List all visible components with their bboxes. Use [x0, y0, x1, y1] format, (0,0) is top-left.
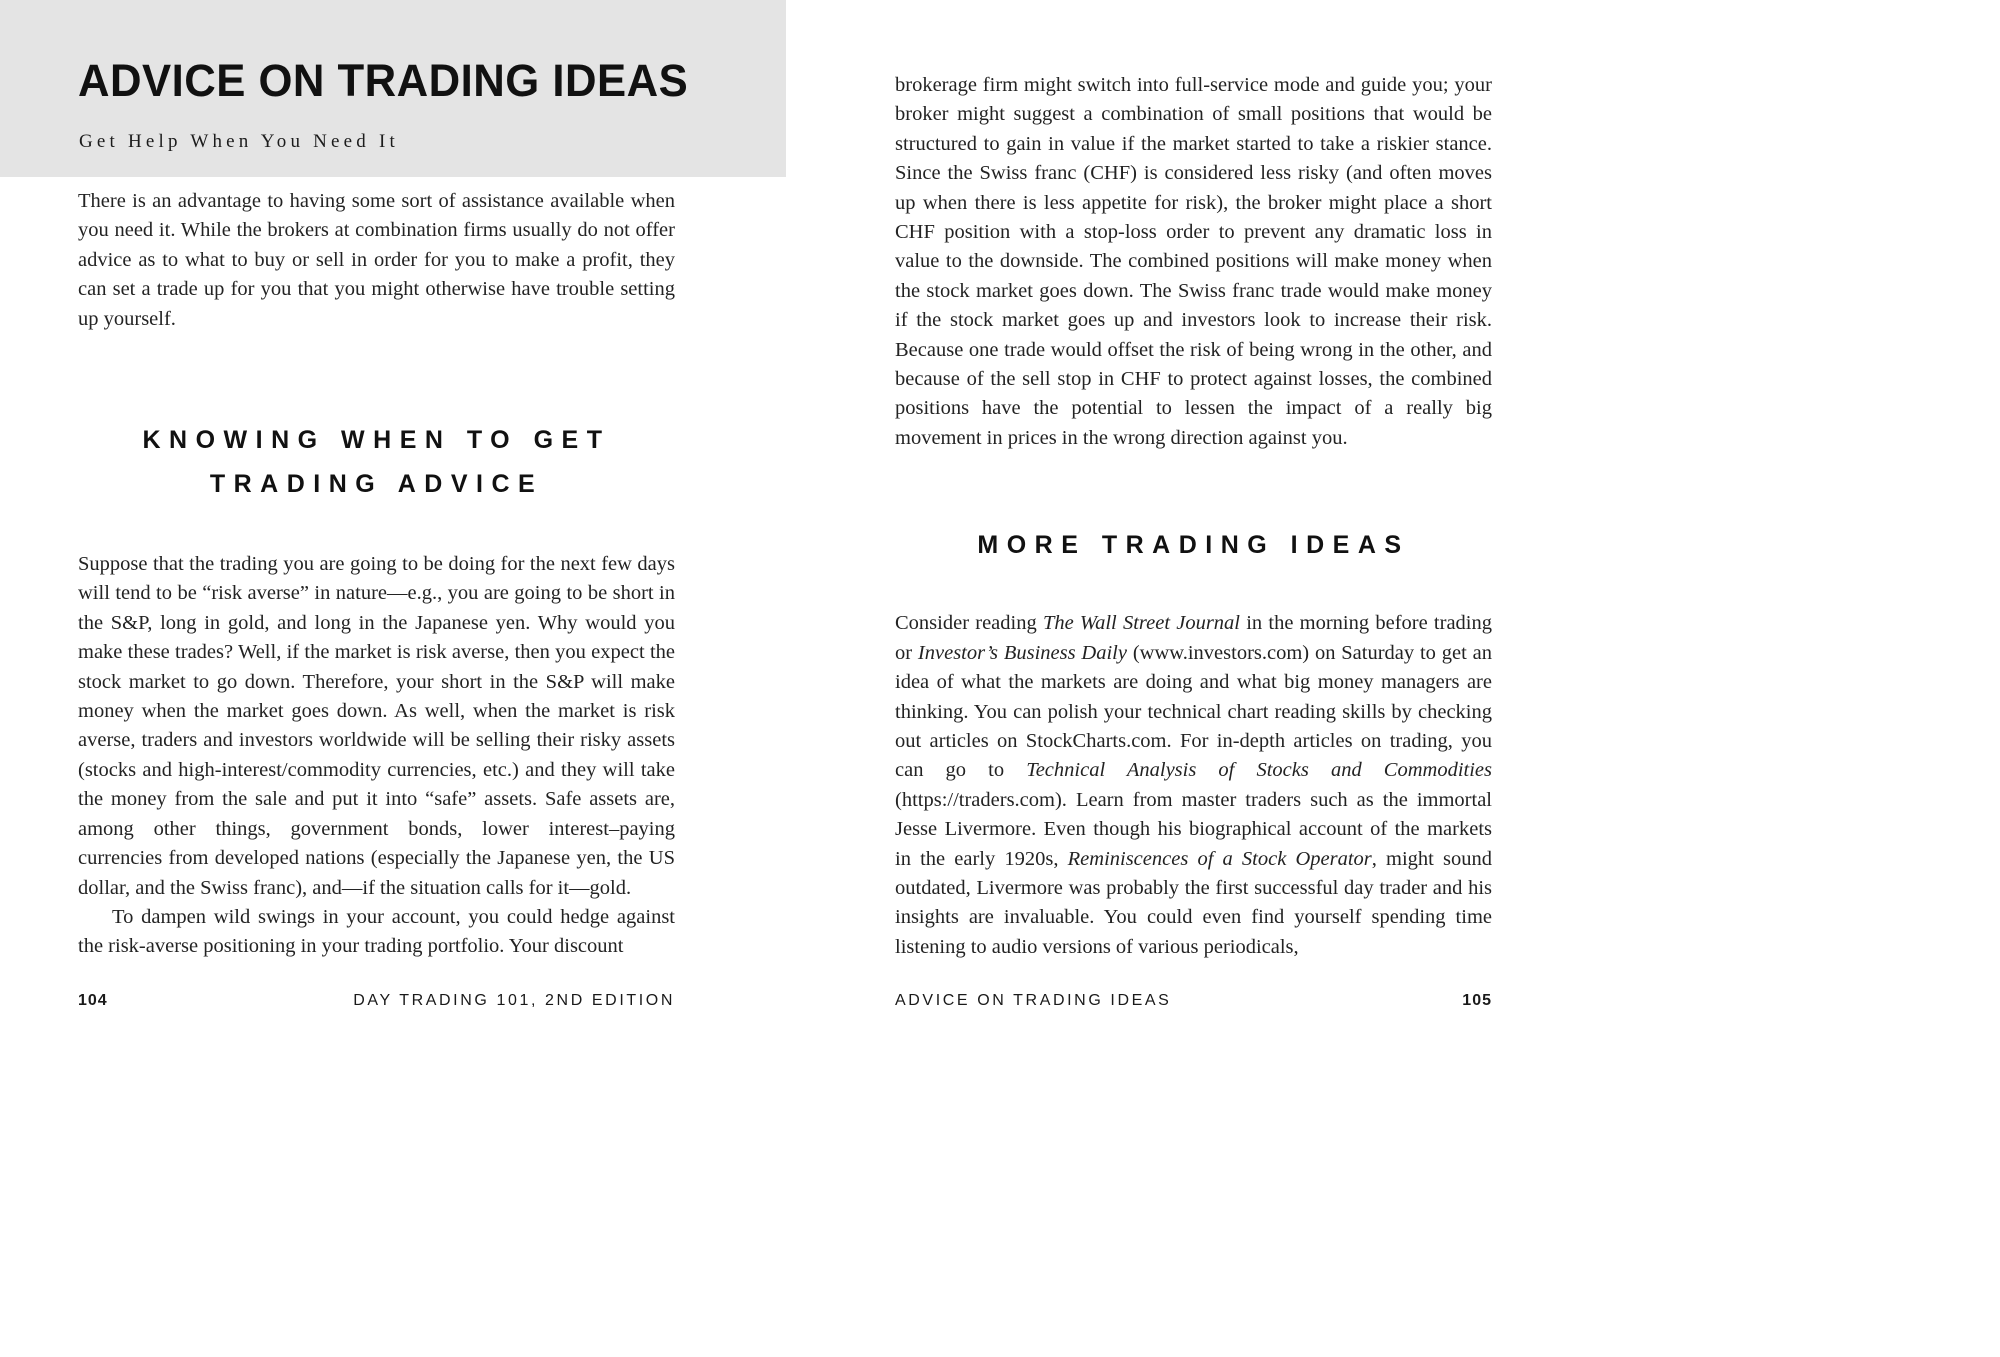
running-title-right: ADVICE ON TRADING IDEAS: [895, 992, 1172, 1009]
body-paragraph-continuation: brokerage firm might switch into full-service mode and guide you; your broker might suggest a combination of small positions that would be structured to gain in value if the market started to take a riskier stance. Since the Swiss franc (CHF) is considered less risky (and often moves up when there is less appetite for risk), the broker might place a short CHF position with a stop-loss order to prevent any dramatic loss in value to the downside. The combined positions will make money when the stock market goes down. The Swiss franc trade would make money if the stock market goes up and investors look to increase their risk. Because one trade would offset the risk of being wrong in the other, and because of the sell stop in CHF to protect against losses, the combined positions have the potential to lessen the impact of a really big movement in prices in the wrong direction against you.: [895, 74, 1492, 449]
intro-paragraph: There is an advantage to having some sort of assistance available when you need it. While the brokers at combination firms usually do not offer advice as to what to buy or sell in order for you to make a profit, they can set a trade up for you that you might otherwise have trouble setting up yourself.: [78, 190, 675, 330]
left-page-footer: [78, 992, 675, 1010]
section-heading-line-2: TRADING ADVICE: [209, 470, 544, 499]
section-heading-more-ideas: MORE TRADING IDEAS: [977, 531, 1410, 560]
body-paragraph: Suppose that the trading you are going to be doing for the next few days will tend to be “risk averse” in nature—e.g., you are going to be short in the S&P, long in gold, and long in the Japanese yen. Why would you make these trades? Well, if the market is risk averse, then you expect the stock market to go down. Therefore, your short in the S&P will make money when the market goes down. As well, when the market is risk averse, traders and investors worldwide will be selling their risky assets (stocks and high-interest/commodity currencies, etc.) and they will take the money from the sale and put it into “safe” assets. Safe assets are, among other things, government bonds, lower interest–paying currencies from developed nations (especially the Japanese yen, the US dollar, and the Swiss franc), and—if the situation calls for it—gold.: [78, 553, 675, 899]
right-page-footer: [895, 992, 1492, 1010]
section-heading-line-1: KNOWING WHEN TO GET: [142, 426, 611, 455]
chapter-subtitle: Get Help When You Need It: [79, 131, 399, 152]
body-paragraph: To dampen wild swings in your account, you could hedge against the risk-averse positioning in your trading portfolio. Your discount: [78, 905, 675, 958]
chapter-title: ADVICE ON TRADING IDEAS: [78, 55, 689, 106]
right-text-column: [895, 71, 1492, 962]
body-paragraph-more-ideas: Consider reading The Wall Street Journal in the morning before trading or Investor’s Business Daily (www.investors.com) on Saturday to get an idea of what the markets are doing and what big money managers are thinking. You can polish your technical chart reading skills by checking out articles on StockCharts.com. For in-depth articles on trading, you can go to Technical Analysis of Stocks and Commodities (https://traders.com). Learn from master traders such as the immortal Jesse Livermore. Even though his biographical account of the markets in the early 1920s, Reminiscences of a Stock Operator, might sound outdated, Livermore was probably the first successful day trader and his insights are invaluable. You could even find yourself spending time listening to audio versions of various periodicals,: [895, 612, 1492, 958]
left-text-column: [78, 187, 675, 962]
section-heading-knowing-when: [78, 418, 675, 506]
running-title-left: DAY TRADING 101, 2ND EDITION: [353, 992, 675, 1009]
page-number-right: 105: [1462, 992, 1492, 1009]
page-number-left: 104: [78, 992, 108, 1009]
